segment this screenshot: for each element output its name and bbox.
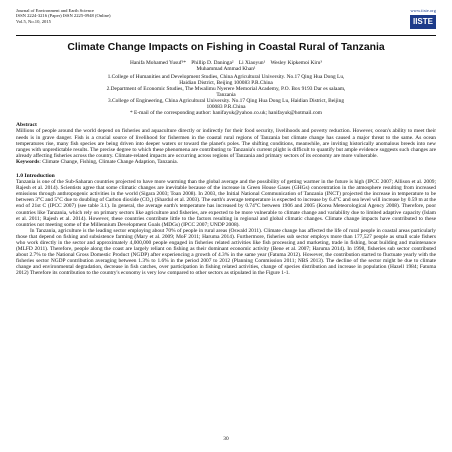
affiliation-line: Tanzania bbox=[216, 91, 236, 98]
iiste-logo-icon: IISTE bbox=[410, 15, 436, 29]
paper-title: Climate Change Impacts on Fishing in Coastal Rural of Tanzania bbox=[67, 42, 385, 54]
journal-name: Journal of Environment and Earth Science bbox=[16, 8, 94, 13]
author-list bbox=[16, 60, 436, 72]
keywords bbox=[16, 159, 436, 165]
intro-paragraph-1: Tanzania is one of the Sub-Saharan countries projected to have more warming than the global average and the possibility of getting warmer in the future is high (IPCC 2007; Allison et al. 2009; Rajesh et al. 2014). Scientists agree that some climatic changes are inevitable because of the increase in Green House Gases (GHGs) concentration in the atmosphere resulting from increased emissions through anthropogenic activities in the world (Sigara 2003; Toan 2008). In 2003, the Initial National Communication of Tanzania (INCT) projected the increase in temperature to be between 3°C and 5°C due to doubling of Carbon dioxide (CO₂) (Shardul et al. 2003). The earth's average temperature is expected to increase by 6.4°C and sea level will increase by 0.59 m at the end of 21st C (IPCC 2007) (see table 3.1). In general, the average earth's temperature has increased by 0.74°C between 1906 and 2005 (Korea Meteorological Agency 2008). Therefore, poor countries like Tanzania, which rely on primary sectors like agriculture and fisheries, are expected to be more vulnerable to climate change and variability due to limited adaptive capacity (Islam et al. 2011; Rajesh et al. 2014). However, these countries contribute little to the factors resulting in regional and global climatic changes. Climate change impacts have contributed to these countries not meeting some of the Millennium Development Goals (MDGs) (IPCC 2007; UNDP 2008). bbox=[16, 179, 436, 228]
affiliation-line: Haidian District, Beijing 100083 P.R.China bbox=[179, 79, 273, 86]
author-line: Hanifa Mohamed Yusuf¹* Phillip D. Daninga² Li Xiaoyun¹ Wesley Kipkemoi Kiru³ bbox=[130, 60, 322, 67]
corresponding-email: * E-mail of the corresponding author: hanifayuk@yahoo.co.uk; hanifayuk@hotmail.com bbox=[130, 110, 322, 117]
page-number: 30 bbox=[223, 436, 229, 442]
abstract-text: Millions of people around the world depend on fisheries and aquaculture directly or indirectly for their food security, livelihoods and poverty reduction. However, ocean's ability to meet their needs is in grave danger. Fish is a crucial source of livelihood for fishermen in the coastal rural regions of Tanzania but climate change has caused a major threat to the same. As ocean temperatures rise, many fish species are being driven into deeper waters or toward the planet's poles. The shifting conditions, meanwhile, are inviting historically anomalous breeds into new ranges with unpredictable results. The precise degree to which these phenomena are contributing to Tanzania's current plight is difficult to quantify but ample evidence suggests such changes are already affecting fisheries across the country. Climate-related impacts are occurring across regions of Tanzania and primary sectors of its economy are more vulnerable. bbox=[16, 128, 436, 159]
journal-info bbox=[16, 8, 111, 24]
author-line: Muhammad Ammad Khan¹ bbox=[196, 66, 256, 73]
affiliation-line: 2.Department of Economic Studies, The Mwalimu Nyerere Memorial Academy, P.O. Box 9193 Dar es salaam, bbox=[106, 85, 346, 92]
header-divider bbox=[16, 35, 436, 36]
keywords-text: : Climate Change, Fishing, Climate Change Adaption, Tanzania. bbox=[39, 158, 178, 165]
keywords-label: Keywords bbox=[16, 158, 40, 165]
affiliation-list bbox=[16, 74, 436, 111]
journal-branding bbox=[410, 8, 436, 29]
intro-paragraph-2: In Tanzania, agriculture is the leading sector employing about 70% of people in rural areas (Oswald 2011). Climate change has affected the life of rural people in coastal areas particularly those that depend on fishing and subsistence farming (Mary et al. 2009; MoF 2011; Haruma 2014). Furthermore, fisheries sub sector employs more than 177,527 people as small scale fishers who work directly in the sector and approximately 4,000,000 people engaged in fisheries related activities like fish processing and marketing, trade in fishing, boat building and maintenance (MLFD 2011). Therefore, people along the coast are largely reliant on fishing as their dominant economic activity (Bene et al. 2007; Haruma 2014). In 1998, fisheries sub sector contributed about 2.7% to the National Gross Domestic Product (NGDP) after experiencing a growth of 4.3% in the same year (Fatuma 2012). However, the contribution started to fluctuate yearly with the fisheries sector NGDP contribution averaging between 1.3% to 1.6% in the period 2007 to 2012 (Planning Commission 2011; NBS 2013). The decline of the sector might be due to climate change and environmental degradation, decrease in fish catches, over participation in fishing related activities, change of species distribution and increase in population (Hazell 1984; Fatuma 2012) Therefore its contribution to the country's economy is very low compared to other sectors as stipulated in the Figure 1-1. bbox=[16, 227, 436, 277]
journal-header bbox=[16, 8, 436, 34]
abstract-heading: Abstract bbox=[16, 122, 37, 129]
journal-url-link[interactable]: www.iiste.org bbox=[410, 8, 436, 13]
section-heading: 1.0 Introduction bbox=[16, 172, 55, 179]
affiliation-line: 3.College of Engineering, China Agricultural University. No.17 Qing Hua Dong Lu, Haidian District, Beijing bbox=[107, 97, 345, 104]
affiliation-line: 1.College of Humanities and Development Studies, China Agricultural University. No.17 Qing Hua Dong Lu, bbox=[107, 73, 345, 80]
journal-volume: Vol.5, No.10, 2015 bbox=[16, 18, 51, 24]
affiliation-line: 100083 P.R.China bbox=[206, 104, 246, 111]
journal-issn: ISSN 2224-3216 (Paper) ISSN 2225-0948 (Online) bbox=[16, 13, 111, 19]
